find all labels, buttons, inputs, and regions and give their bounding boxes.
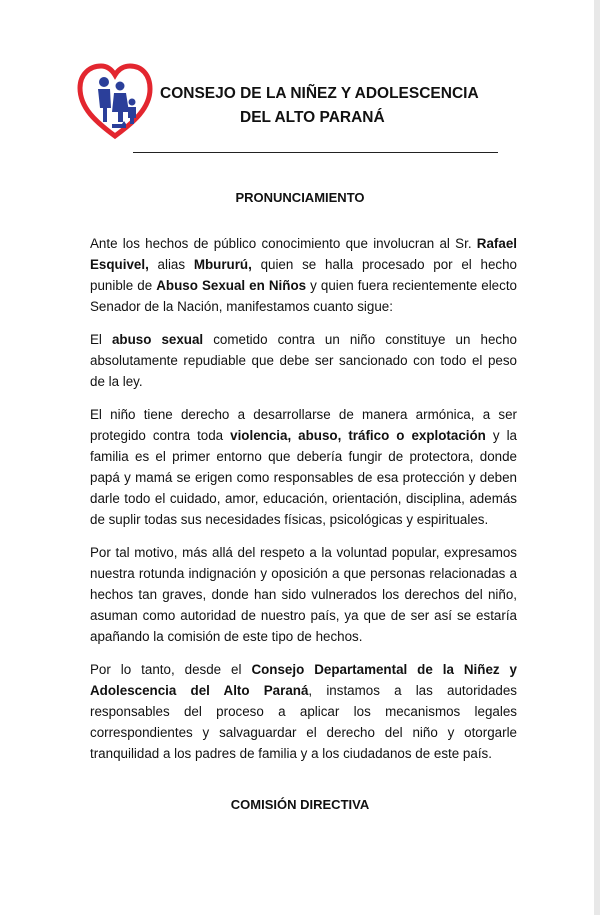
paragraph-4 xyxy=(90,542,517,647)
organization-name-line2: DEL ALTO PARANÁ xyxy=(240,109,385,126)
organization-name xyxy=(160,82,490,130)
paragraph-5 xyxy=(90,659,517,764)
text-segment: alias xyxy=(148,257,194,272)
paragraph-2 xyxy=(90,329,517,392)
document-body xyxy=(90,233,517,776)
bold-text: Consejo Departamental de la Niñez y Adolescencia del Alto Paraná xyxy=(90,662,517,698)
header-divider xyxy=(133,152,498,153)
bold-text: Mbururú, xyxy=(193,257,252,272)
text-segment: Por tal motivo, más allá del respeto a la voluntad popular, expresamos nuestra rotunda indignación y oposición a que personas relacionadas a hechos tan graves, donde han sido vulnerados los derechos del niño, asuman como autoridad de nuestro país, ya que de ser así se estaría apañando la comisión de este tipo de hechos. xyxy=(90,545,517,644)
paragraph-1 xyxy=(90,233,517,317)
paragraph-3 xyxy=(90,404,517,530)
bold-text: violencia, abuso, tráfico o explotación xyxy=(230,428,486,443)
family-heart-logo-icon xyxy=(76,62,154,142)
text-segment: Ante los hechos de público conocimiento que involucran al Sr. xyxy=(90,236,477,251)
bold-text: Abuso Sexual en Niños xyxy=(156,278,307,293)
bold-text: abuso sexual xyxy=(111,332,204,347)
text-segment: , instamos a las autoridades responsables del proceso a aplicar los mecanismos legales correspondientes y salvaguardar el derecho del niño y otorgarle tranquilidad a los padres de familia y a los ciudadanos de este país. xyxy=(90,683,517,761)
signature-line: COMISIÓN DIRECTIVA xyxy=(230,797,370,812)
text-segment: y la familia es el primer entorno que debería fungir de protectora, donde papá y mamá se erigen como responsables de esa protección y deben darle todo el cuidado, amor, educación, orientación, disciplina, además de suplir todas sus necesidades físicas, psicológicas y espirituales. xyxy=(90,428,518,527)
text-segment: Por lo tanto, desde el xyxy=(90,662,252,677)
text-segment: y quien fuera recientemente electo Senador de la Nación, manifestamos cuanto sigue: xyxy=(90,278,517,314)
bold-text: Rafael Esquivel, xyxy=(90,236,517,272)
document-title: PRONUNCIAMIENTO xyxy=(235,190,365,205)
text-segment: El niño tiene derecho a desarrollarse de manera armónica, a ser protegido contra toda xyxy=(90,407,517,443)
page-edge xyxy=(594,0,600,915)
text-segment: El xyxy=(90,332,112,347)
organization-name-line1: CONSEJO DE LA NIÑEZ Y ADOLESCENCIA xyxy=(160,85,479,102)
text-segment: quien se halla procesado por el hecho punible de xyxy=(90,257,517,293)
text-segment: cometido contra un niño constituye un hecho absolutamente repudiable que debe ser sancionado con todo el peso de la ley. xyxy=(90,332,517,389)
